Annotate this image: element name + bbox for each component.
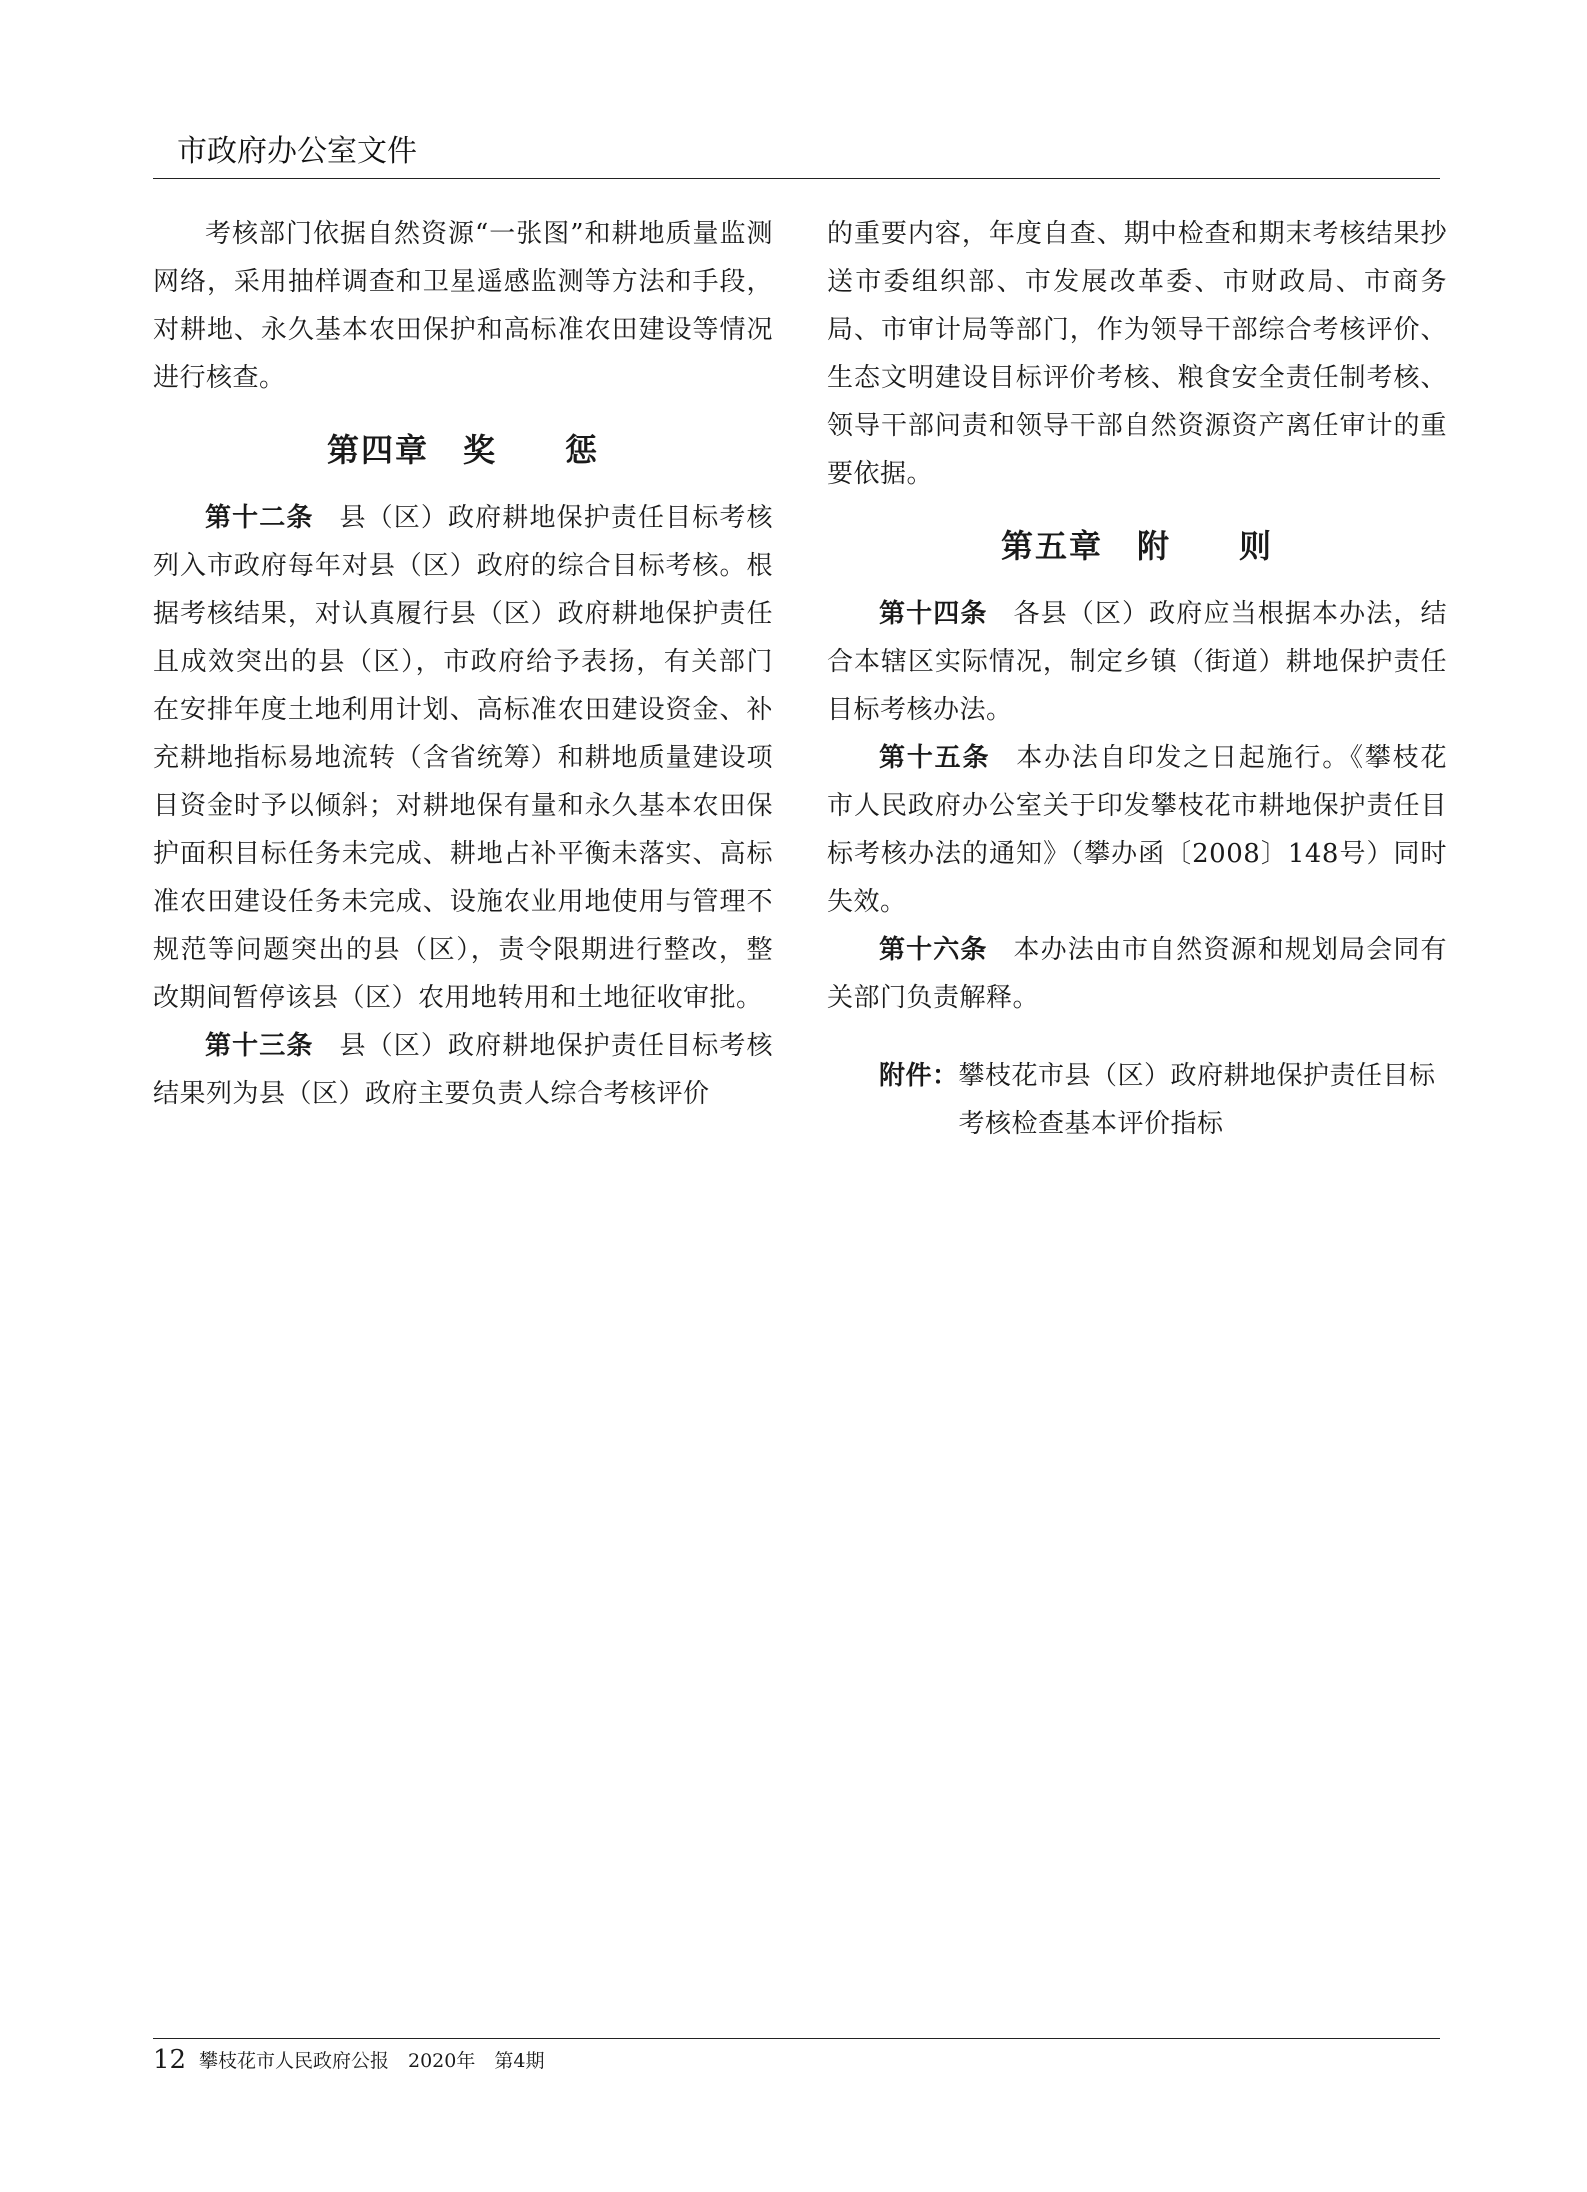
article-14-text: 各县（区）政府应当根据本办法，结合本辖区实际情况，制定乡镇（街道）耕地保护责任目标考核办法。 <box>827 599 1447 725</box>
article-12-label: 第十二条 <box>205 503 314 533</box>
article-13-label: 第十三条 <box>205 1031 314 1061</box>
article-16 <box>827 926 1447 1022</box>
article-14-label: 第十四条 <box>879 599 988 629</box>
continued-paragraph-left: 考核部门依据自然资源“一张图”和耕地质量监测网络，采用抽样调查和卫星遥感监测等方法和手段，对耕地、永久基本农田保护和高标准农田建设等情况进行核查。 <box>153 219 773 393</box>
page-footer <box>153 2038 1440 2079</box>
article-15-label: 第十五条 <box>879 743 991 773</box>
article-15-text: 本办法自印发之日起施行。《攀枝花市人民政府办公室关于印发攀枝花市耕地保护责任目标考核办法的通知》（攀办函〔2008〕148号）同时失效。 <box>827 743 1447 917</box>
article-13-text: 县（区）政府耕地保护责任目标考核结果列为县（区）政府主要负责人综合考核评价 <box>153 1031 773 1109</box>
continued-paragraph-right: 的重要内容，年度自查、期中检查和期末考核结果抄送市委组织部、市发展改革委、市财政局、市商务局、市审计局等部门，作为领导干部综合考核评价、生态文明建设目标评价考核、粮食安全责任制考核、领导干部问责和领导干部自然资源资产离任审计的重要依据。 <box>827 219 1447 489</box>
attachment-label: 附件： <box>879 1061 959 1091</box>
article-14 <box>827 590 1447 734</box>
article-12 <box>153 494 773 1022</box>
chapter-five-heading: 第五章 附 则 <box>1000 527 1273 565</box>
article-12-text: 县（区）政府耕地保护责任目标考核列入市政府每年对县（区）政府的综合目标考核。根据考核结果，对认真履行县（区）政府耕地保护责任且成效突出的县（区），市政府给予表扬，有关部门在安排年度土地利用计划、高标准农田建设资金、补充耕地指标易地流转（含省统筹）和耕地质量建设项目资金时予以倾斜；对耕地保有量和永久基本农田保护面积目标任务未完成、耕地占补平衡未落实、高标准农田建设任务未完成、设施农业用地使用与管理不规范等问题突出的县（区），责令限期进行整改，整改期间暂停该县（区）农用地转用和土地征收审批。 <box>153 503 773 1013</box>
attachment <box>827 1052 1447 1148</box>
left-column <box>153 210 773 1118</box>
article-16-text: 本办法由市自然资源和规划局会同有关部门负责解释。 <box>827 935 1447 1013</box>
article-16-label: 第十六条 <box>879 935 988 965</box>
publication-info: 攀枝花市人民政府公报 2020年 第4期 <box>199 2050 545 2072</box>
attachment-text: 攀枝花市县（区）政府耕地保护责任目标考核检查基本评价指标 <box>958 1061 1436 1139</box>
chapter-four-heading: 第四章 奖 惩 <box>326 431 599 469</box>
article-13 <box>153 1022 773 1118</box>
right-column <box>827 210 1447 1148</box>
article-15 <box>827 734 1447 926</box>
page-number: 12 <box>153 2045 187 2075</box>
header-title: 市政府办公室文件 <box>177 134 417 169</box>
page-header <box>153 132 1440 179</box>
